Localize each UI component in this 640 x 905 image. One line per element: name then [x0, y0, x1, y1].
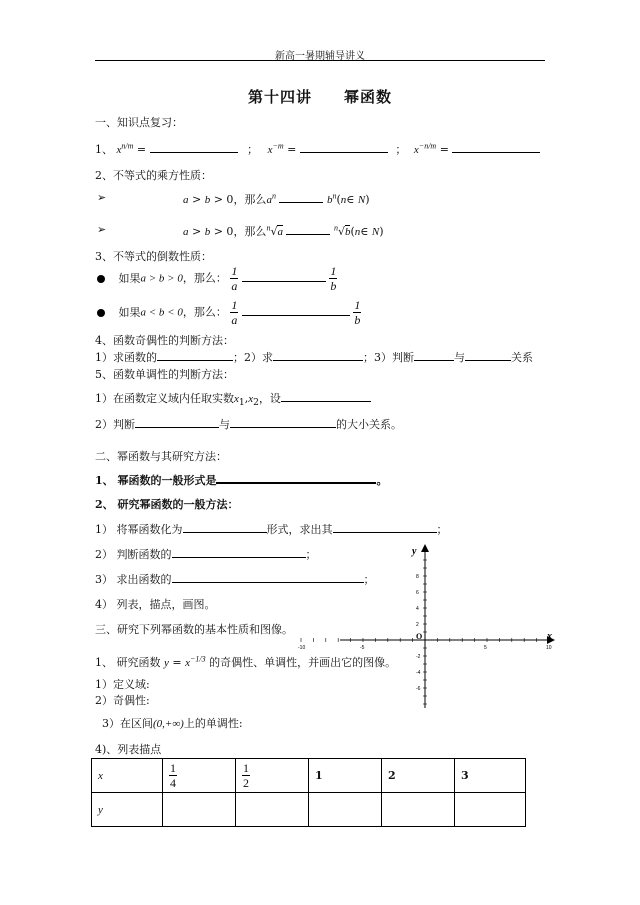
y-tick-label: 6 [416, 590, 419, 596]
formula-line-1: 1、 $x^{n/m}$ = ； $x^{-m}$ = ； $x^{-n/m}$ = [95, 141, 540, 157]
section2-heading: 二、幂函数与其研究方法： [95, 450, 227, 463]
x-axis-label: x [547, 631, 552, 642]
y-axis-label: y [412, 546, 417, 557]
table-cell-x: 3 [455, 759, 526, 793]
header-divider [95, 60, 545, 61]
method-step-3: 3） 求出函数的 ； [95, 573, 375, 586]
answer-blank[interactable] [242, 270, 326, 282]
x-tick-label: -5 [360, 645, 365, 651]
table-caption: 4)、列表描点 [95, 743, 162, 756]
answer-blank[interactable] [216, 471, 376, 484]
table-cell-y[interactable] [309, 793, 382, 827]
answer-blank[interactable] [279, 191, 323, 203]
answer-blank[interactable] [281, 390, 371, 402]
table-cell-y[interactable] [455, 793, 526, 827]
monotonic-step-2: 2）判断 与 的大小关系。 [95, 418, 402, 431]
reciprocal-line-1: 如果a > b > 0，那么： $\frac{1}{a}$ $\frac{1}{b}$ [97, 264, 337, 293]
lecture-topic: 幂函数 [344, 88, 393, 106]
answer-blank[interactable] [414, 349, 454, 361]
table-cell-y[interactable] [163, 793, 236, 827]
table-cell-y[interactable] [236, 793, 309, 827]
domain-item: 1）定义域: [95, 678, 150, 691]
answer-blank[interactable] [465, 349, 511, 361]
document-header: 新高一暑期辅导讲义 [275, 51, 365, 62]
dot-bullet [97, 309, 105, 317]
table-header-x: x [92, 759, 163, 793]
arrow-bullet: ➢ [97, 223, 107, 236]
method-step-2: 2） 判断函数的 ； [95, 548, 317, 561]
origin-label: O [416, 632, 423, 641]
x-tick-label: -10 [298, 645, 306, 651]
section3-heading: 三、研究下列幂函数的基本性质和图像。 [95, 623, 293, 636]
x-tick-label: 5 [484, 645, 487, 651]
answer-blank[interactable] [273, 349, 363, 361]
general-method-heading: 2、 研究幂函数的一般方法： [95, 498, 239, 511]
arrow-bullet: ➢ [97, 191, 107, 204]
method-step-4: 4） 列表，描点，画图。 [95, 598, 216, 611]
monotonic-method-heading: 5、函数单调性的判断方法： [95, 368, 234, 381]
table-row-x [92, 759, 526, 793]
answer-blank[interactable] [172, 546, 306, 558]
parity-item: 2）奇偶性: [95, 694, 150, 707]
dot-bullet [97, 275, 105, 283]
table-cell-y[interactable] [382, 793, 455, 827]
table-header-y: y [92, 793, 163, 827]
monotonic-step-1: 1）在函数定义域内任取实数$x_1,x_2$，设 [95, 390, 371, 408]
parity-method-heading: 4、函数奇偶性的判断方法： [95, 334, 234, 347]
y-tick-label: 8 [416, 574, 419, 580]
root-inequality: a > b > 0，那么$^n$√a $^n$√b(n∈ N) [183, 223, 384, 238]
y-tick-label: 4 [416, 606, 419, 612]
method-step-1: 1） 将幂函数化为 形式，求出其 ； [95, 523, 448, 536]
monotonic-item: 3）在区间(0,+∞)上的单调性: [102, 717, 243, 730]
answer-blank[interactable] [300, 141, 388, 153]
reciprocal-line-2: 如果a < b < 0，那么： $\frac{1}{a}$ $\frac{1}{b}$ [97, 298, 361, 327]
answer-blank[interactable] [333, 521, 437, 533]
section1-heading: 一、知识点复习： [95, 116, 183, 129]
reciprocal-property-heading: 3、不等式的倒数性质： [95, 250, 212, 263]
study-function-line: 1、 研究函数 $y = x^{-1/3}$ 的奇偶性、单调性，并画出它的图像。 [95, 654, 397, 669]
y-tick-label: -2 [416, 654, 421, 660]
answer-blank[interactable] [286, 223, 330, 235]
x-tick-label: 10 [546, 645, 552, 651]
table-cell-x: $\frac{1}{4}$ [163, 759, 236, 793]
parity-method-steps: 1）求函数的 ；2）求 ；3）判断 与 关系 [95, 351, 533, 364]
lecture-title [0, 86, 640, 107]
answer-blank[interactable] [230, 416, 336, 428]
general-form-line: 1、 幂函数的一般形式是 。 [95, 471, 387, 488]
table-cell-x: $\frac{1}{2}$ [236, 759, 309, 793]
table-row-y [92, 793, 526, 827]
y-tick-label: -4 [416, 670, 421, 676]
power-property-heading: 2、不等式的乘方性质： [95, 169, 212, 182]
answer-blank[interactable] [150, 141, 238, 153]
table-cell-x: 1 [309, 759, 382, 793]
answer-blank[interactable] [157, 349, 233, 361]
lecture-number: 第十四讲 [247, 88, 312, 106]
power-inequality: a > b > 0，那么$a^n$ $b^n(n\in$ N) [183, 191, 370, 206]
answer-blank[interactable] [135, 416, 219, 428]
answer-blank[interactable] [242, 304, 350, 316]
table-cell-x: 2 [382, 759, 455, 793]
answer-blank[interactable] [452, 141, 540, 153]
coordinate-graph [298, 540, 560, 715]
y-tick-label: 2 [416, 622, 419, 628]
y-tick-label: -6 [416, 686, 421, 692]
answer-blank[interactable] [183, 521, 267, 533]
value-table [91, 758, 526, 827]
